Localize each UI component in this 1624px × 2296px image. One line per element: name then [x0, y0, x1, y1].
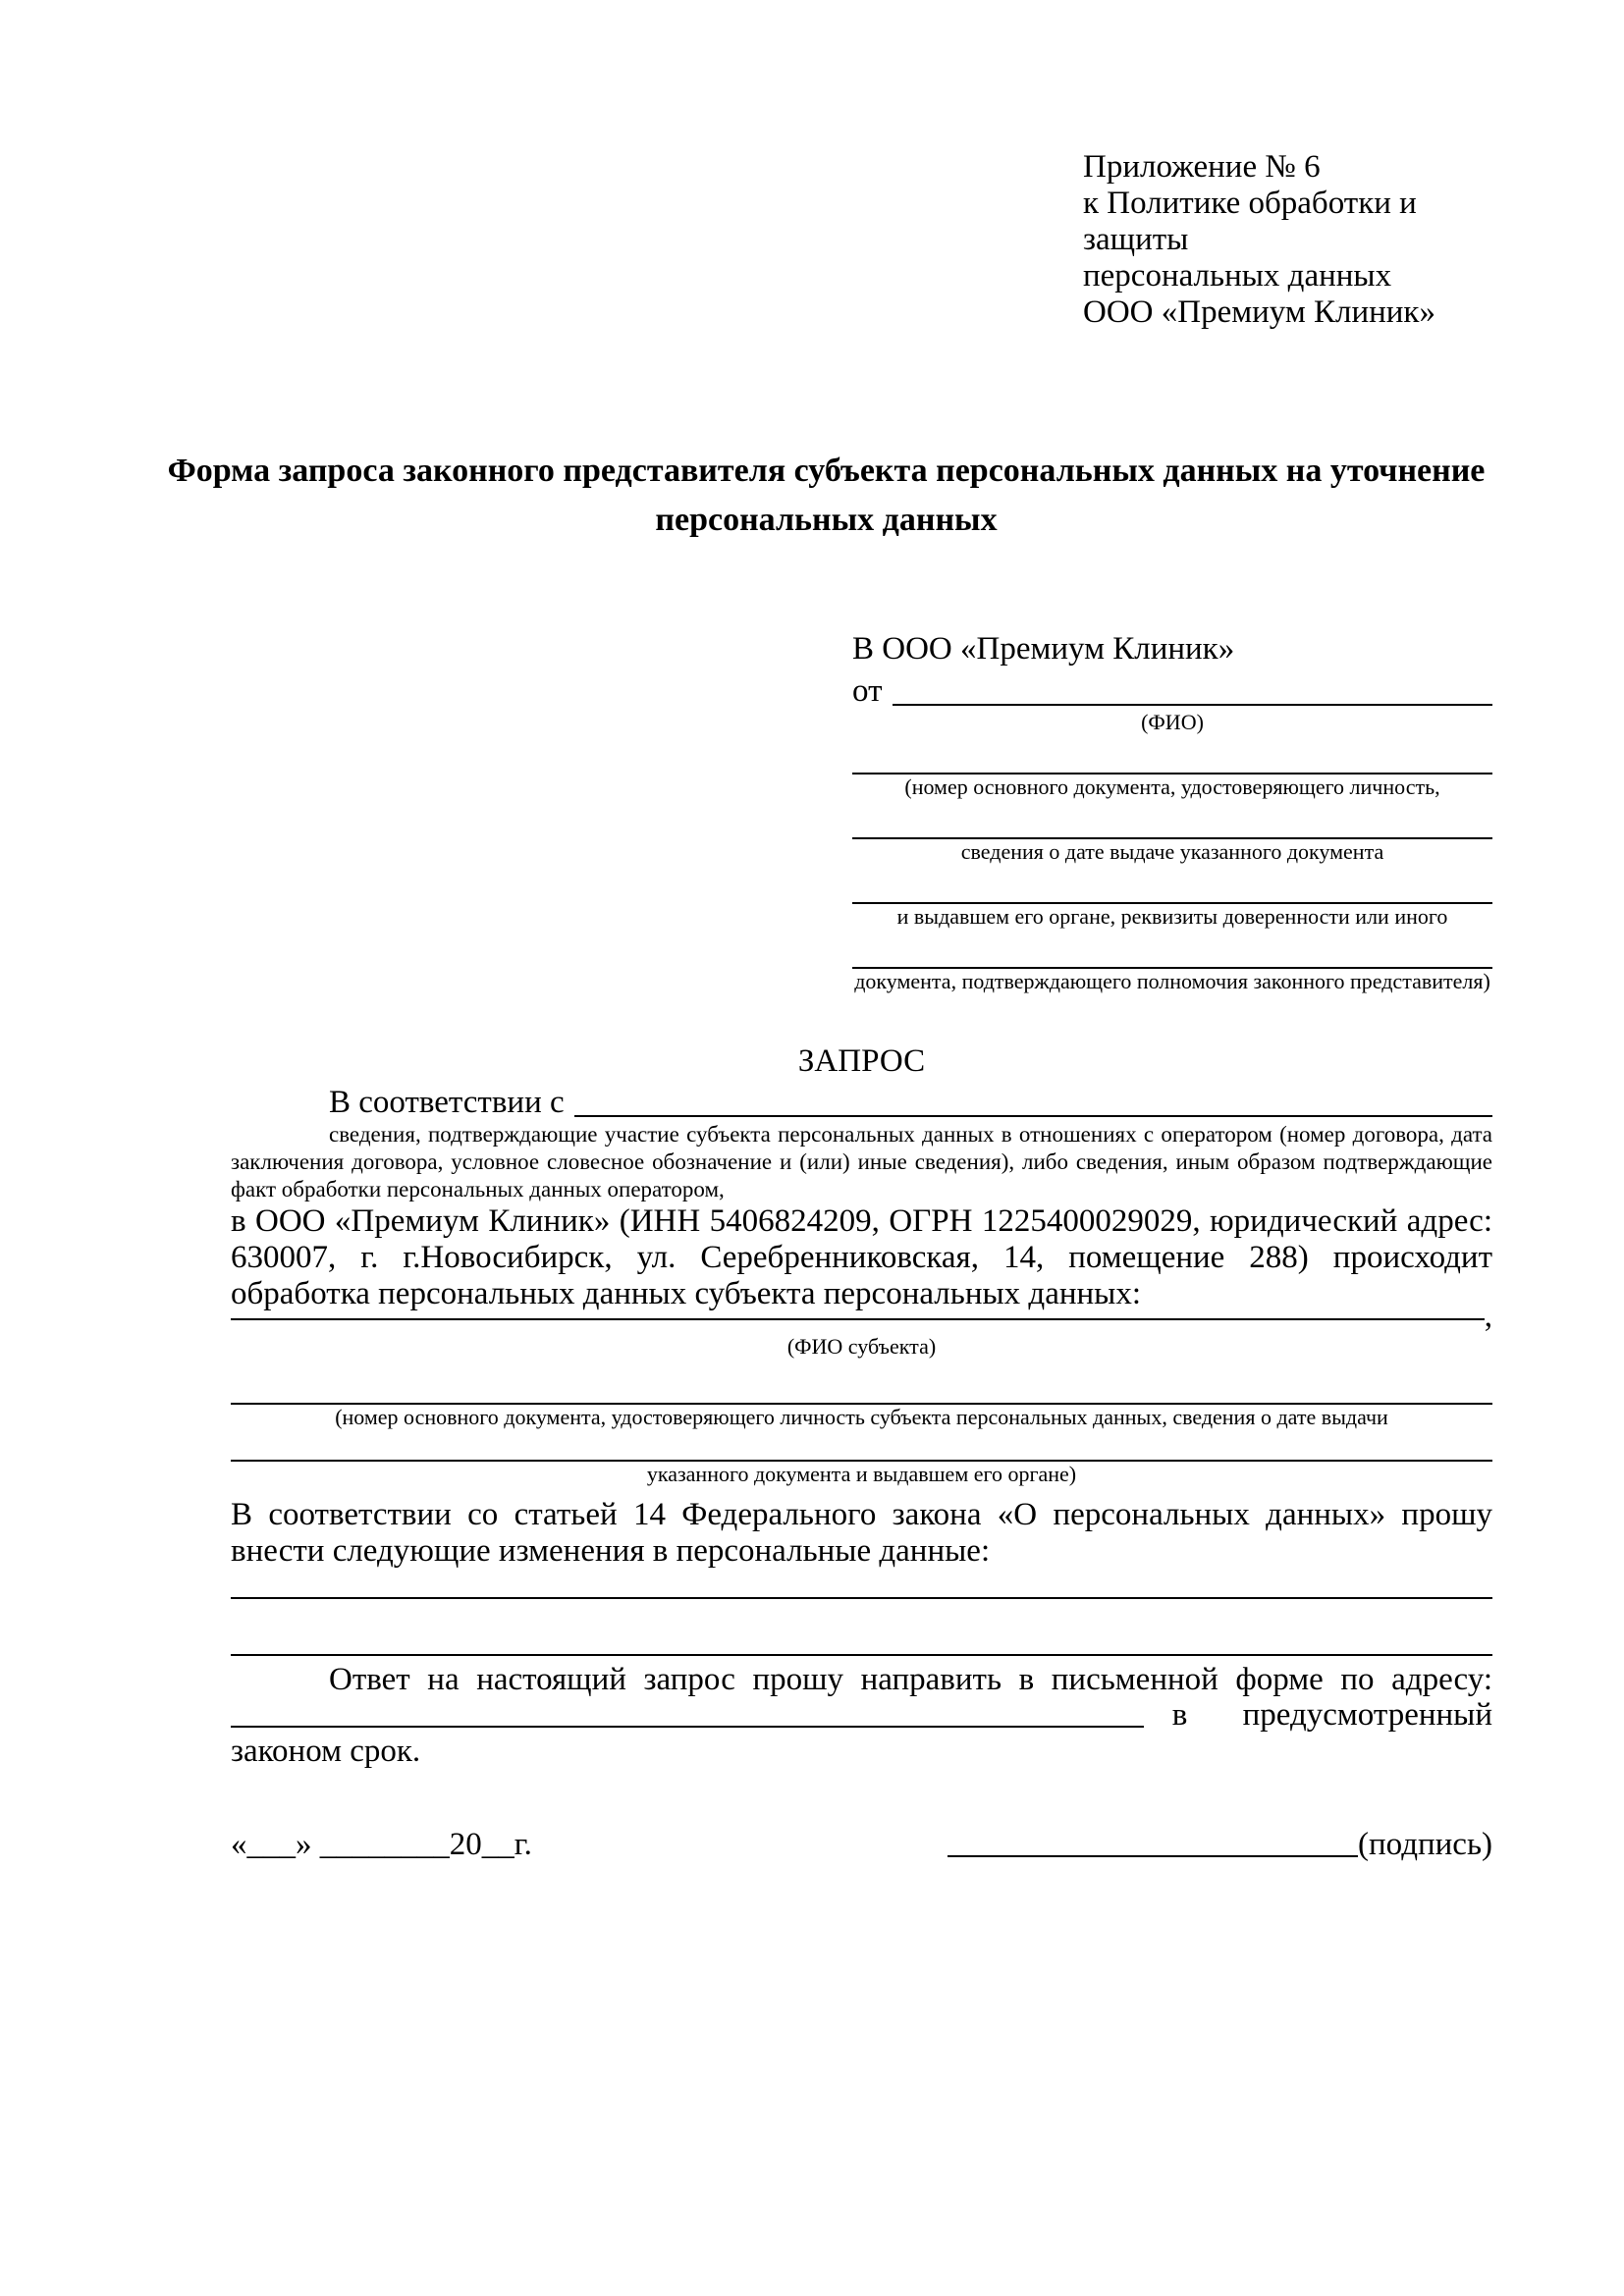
- annex-line-3: персональных данных: [1083, 258, 1392, 294]
- caption-subject-document-1: (номер основного документа, удостоверяющего личность субъекта персональных данных, сведения о дате выдачи: [335, 1405, 1388, 1429]
- blank-line-signature: [947, 1855, 1358, 1857]
- caption-subject-document-2: указанного документа и выдавшем его органе): [646, 1462, 1077, 1486]
- basis-label: В соответствии с: [329, 1085, 565, 1120]
- request-heading: ЗАПРОС: [797, 1043, 926, 1079]
- caption-subject-fio: (ФИО субъекта): [786, 1334, 937, 1359]
- blank-line-subject-fio: [231, 1318, 1485, 1320]
- blank-line-basis: [574, 1085, 1492, 1117]
- caption-representative-document-4: документа, подтверждающего полномочия законного представителя): [854, 969, 1490, 993]
- blank-line-representative-fio: [893, 673, 1493, 706]
- basis-note: сведения, подтверждающие участие субъекта персональных данных в отношениях с оператором (номер договора, дата заключения договора, условное словесное обозначение и (или) иные сведения), либо сведения, иным образом подтверждающие факт обработки персональных данных оператором,: [231, 1122, 1492, 1201]
- blank-line-reply-address: [231, 1726, 1144, 1728]
- blank-line-amendments-2: [231, 1599, 1492, 1656]
- annex-line-1: Приложение № 6: [1083, 149, 1321, 185]
- from-label: от: [852, 673, 883, 709]
- caption-signature: (подпись): [1358, 1827, 1492, 1862]
- document-title: Форма запроса законного представителя субъекта персональных данных на уточнение персональных данных: [167, 453, 1486, 538]
- amendment-paragraph: В соответствии со статьей 14 Федерального закона «О персональных данных» прошу внести следующие изменения в персональные данные:: [231, 1497, 1492, 1569]
- reply-address-row: [231, 1698, 1492, 1734]
- blank-line-subject-document: [231, 1360, 1492, 1405]
- blank-line-representative-document: [852, 745, 1492, 774]
- blank-line-subject-document-2: [231, 1430, 1492, 1462]
- addressee-to: В ООО «Премиум Клиник»: [852, 631, 1235, 667]
- caption-representative-document-2: сведения о дате выдаче указанного документа: [960, 839, 1384, 864]
- reply-paragraph: Ответ на настоящий запрос прошу направить в письменной форме по адресу:: [329, 1662, 1492, 1697]
- blank-line-authority-document: [852, 939, 1492, 969]
- annex-line-4: ООО «Премиум Клиник»: [1083, 294, 1435, 330]
- blank-line-issuing-authority: [852, 875, 1492, 904]
- signature-row: [231, 1827, 1492, 1863]
- signature-group: [947, 1827, 1492, 1863]
- annex-line-2: к Политике обработки и защиты: [1083, 186, 1417, 257]
- trailing-comma: ,: [1484, 1299, 1492, 1334]
- caption-representative-document-1: (номер основного документа, удостоверяющего личность,: [904, 774, 1440, 799]
- blank-line-amendments-1: [231, 1570, 1492, 1599]
- basis-row: [231, 1085, 1492, 1121]
- reply-paragraph-end: законом срок.: [231, 1734, 421, 1769]
- from-row: [852, 673, 1492, 710]
- caption-fio: (ФИО): [1141, 710, 1204, 734]
- addressee-block: [852, 631, 1492, 994]
- caption-representative-document-3: и выдавшем его органе, реквизиты доверенности или иного: [896, 904, 1448, 929]
- blank-line-document-issue-date: [852, 810, 1492, 839]
- date-blank: «___» ________20__г.: [231, 1827, 532, 1862]
- operator-paragraph: в ООО «Премиум Клиник» (ИНН 5406824209, ОГРН 1225400029029, юридический адрес: 630007, г. г.Новосибирск, ул. Серебренниковская, 14, помещение 288) происходит обработка персональных данных субъекта персональных данных:: [231, 1203, 1492, 1311]
- annex-block: [1083, 149, 1492, 331]
- reply-paragraph-tail: в предусмотренный: [1171, 1697, 1492, 1733]
- subject-fio-row: [231, 1299, 1492, 1334]
